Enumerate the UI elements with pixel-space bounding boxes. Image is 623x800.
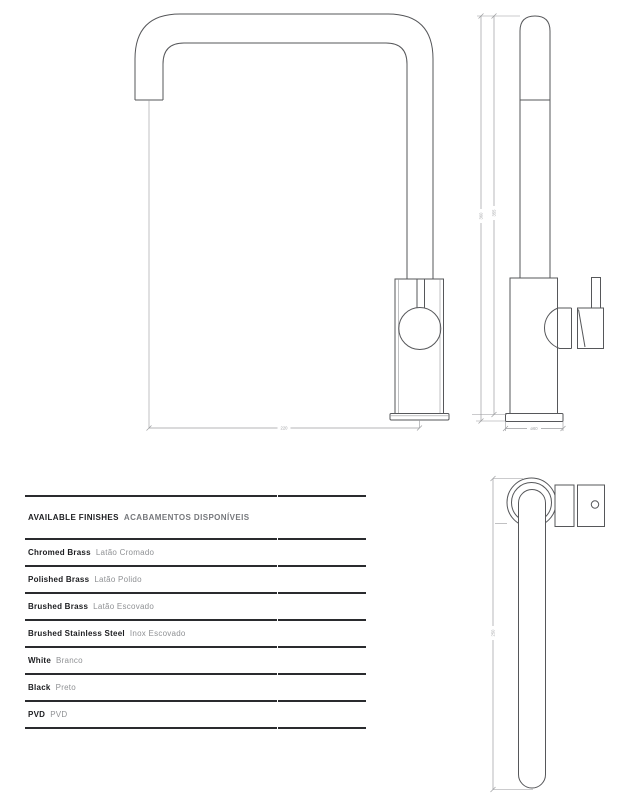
finish-name-en: Black	[28, 683, 51, 692]
finish-name-en: Polished Brass	[28, 575, 90, 584]
finish-name-pt: Preto	[55, 683, 76, 692]
handle-knob	[592, 278, 601, 309]
side-tube-profile	[520, 16, 550, 278]
finish-name-en: White	[28, 656, 52, 665]
top-view-drawing	[490, 476, 605, 792]
height-dimensions	[472, 14, 520, 424]
handle-joint-circle	[399, 308, 441, 350]
finish-name-en: Chromed Brass	[28, 548, 91, 557]
finish-name-pt: Branco	[56, 656, 83, 665]
spout-inner-path	[163, 43, 407, 279]
base-plate-side	[506, 414, 564, 422]
handle-plan-inner	[555, 485, 574, 527]
finishes-header-pt: ACABAMENTOS DISPONÍVEIS	[123, 513, 250, 522]
faucet-body	[395, 279, 444, 414]
spout-outer-path	[135, 14, 433, 279]
finishes-header-en: AVAILABLE FINISHES	[28, 513, 119, 522]
finish-row	[25, 675, 366, 702]
side-view-drawing	[472, 14, 604, 432]
finish-row	[25, 702, 366, 729]
dimension-label-total-height: 360	[478, 212, 484, 220]
spout-plan	[519, 490, 546, 789]
finish-name-pt: Latão Polido	[94, 575, 142, 584]
dimension-label-reach: 220	[280, 425, 288, 431]
handle-lever-angle-line	[579, 310, 586, 348]
dimension-label-plan-length: 250	[490, 629, 496, 637]
finishes-table	[25, 495, 366, 729]
finish-name-pt: PVD	[50, 710, 68, 719]
side-body-profile	[510, 278, 558, 414]
front-view-drawing	[135, 14, 449, 431]
finish-name-pt: Latão Cromado	[95, 548, 155, 557]
finish-row	[25, 594, 366, 621]
finish-name-en: PVD	[28, 710, 46, 719]
reach-dimension	[147, 425, 423, 430]
finish-name-pt: Latão Escovado	[93, 602, 155, 611]
finish-row	[25, 621, 366, 648]
finishes-header-row	[25, 497, 366, 540]
dimension-label-base: ø60	[530, 426, 538, 432]
dimension-label-spout-height: 355	[491, 209, 497, 217]
finish-row	[25, 567, 366, 594]
base-plate-front	[390, 414, 449, 421]
finish-name-pt: Inox Escovado	[129, 629, 186, 638]
finish-name-en: Brushed Brass	[28, 602, 89, 611]
finish-row	[25, 540, 366, 567]
finish-row	[25, 648, 366, 675]
finish-name-en: Brushed Stainless Steel	[28, 629, 125, 638]
base-dimension	[503, 422, 566, 432]
